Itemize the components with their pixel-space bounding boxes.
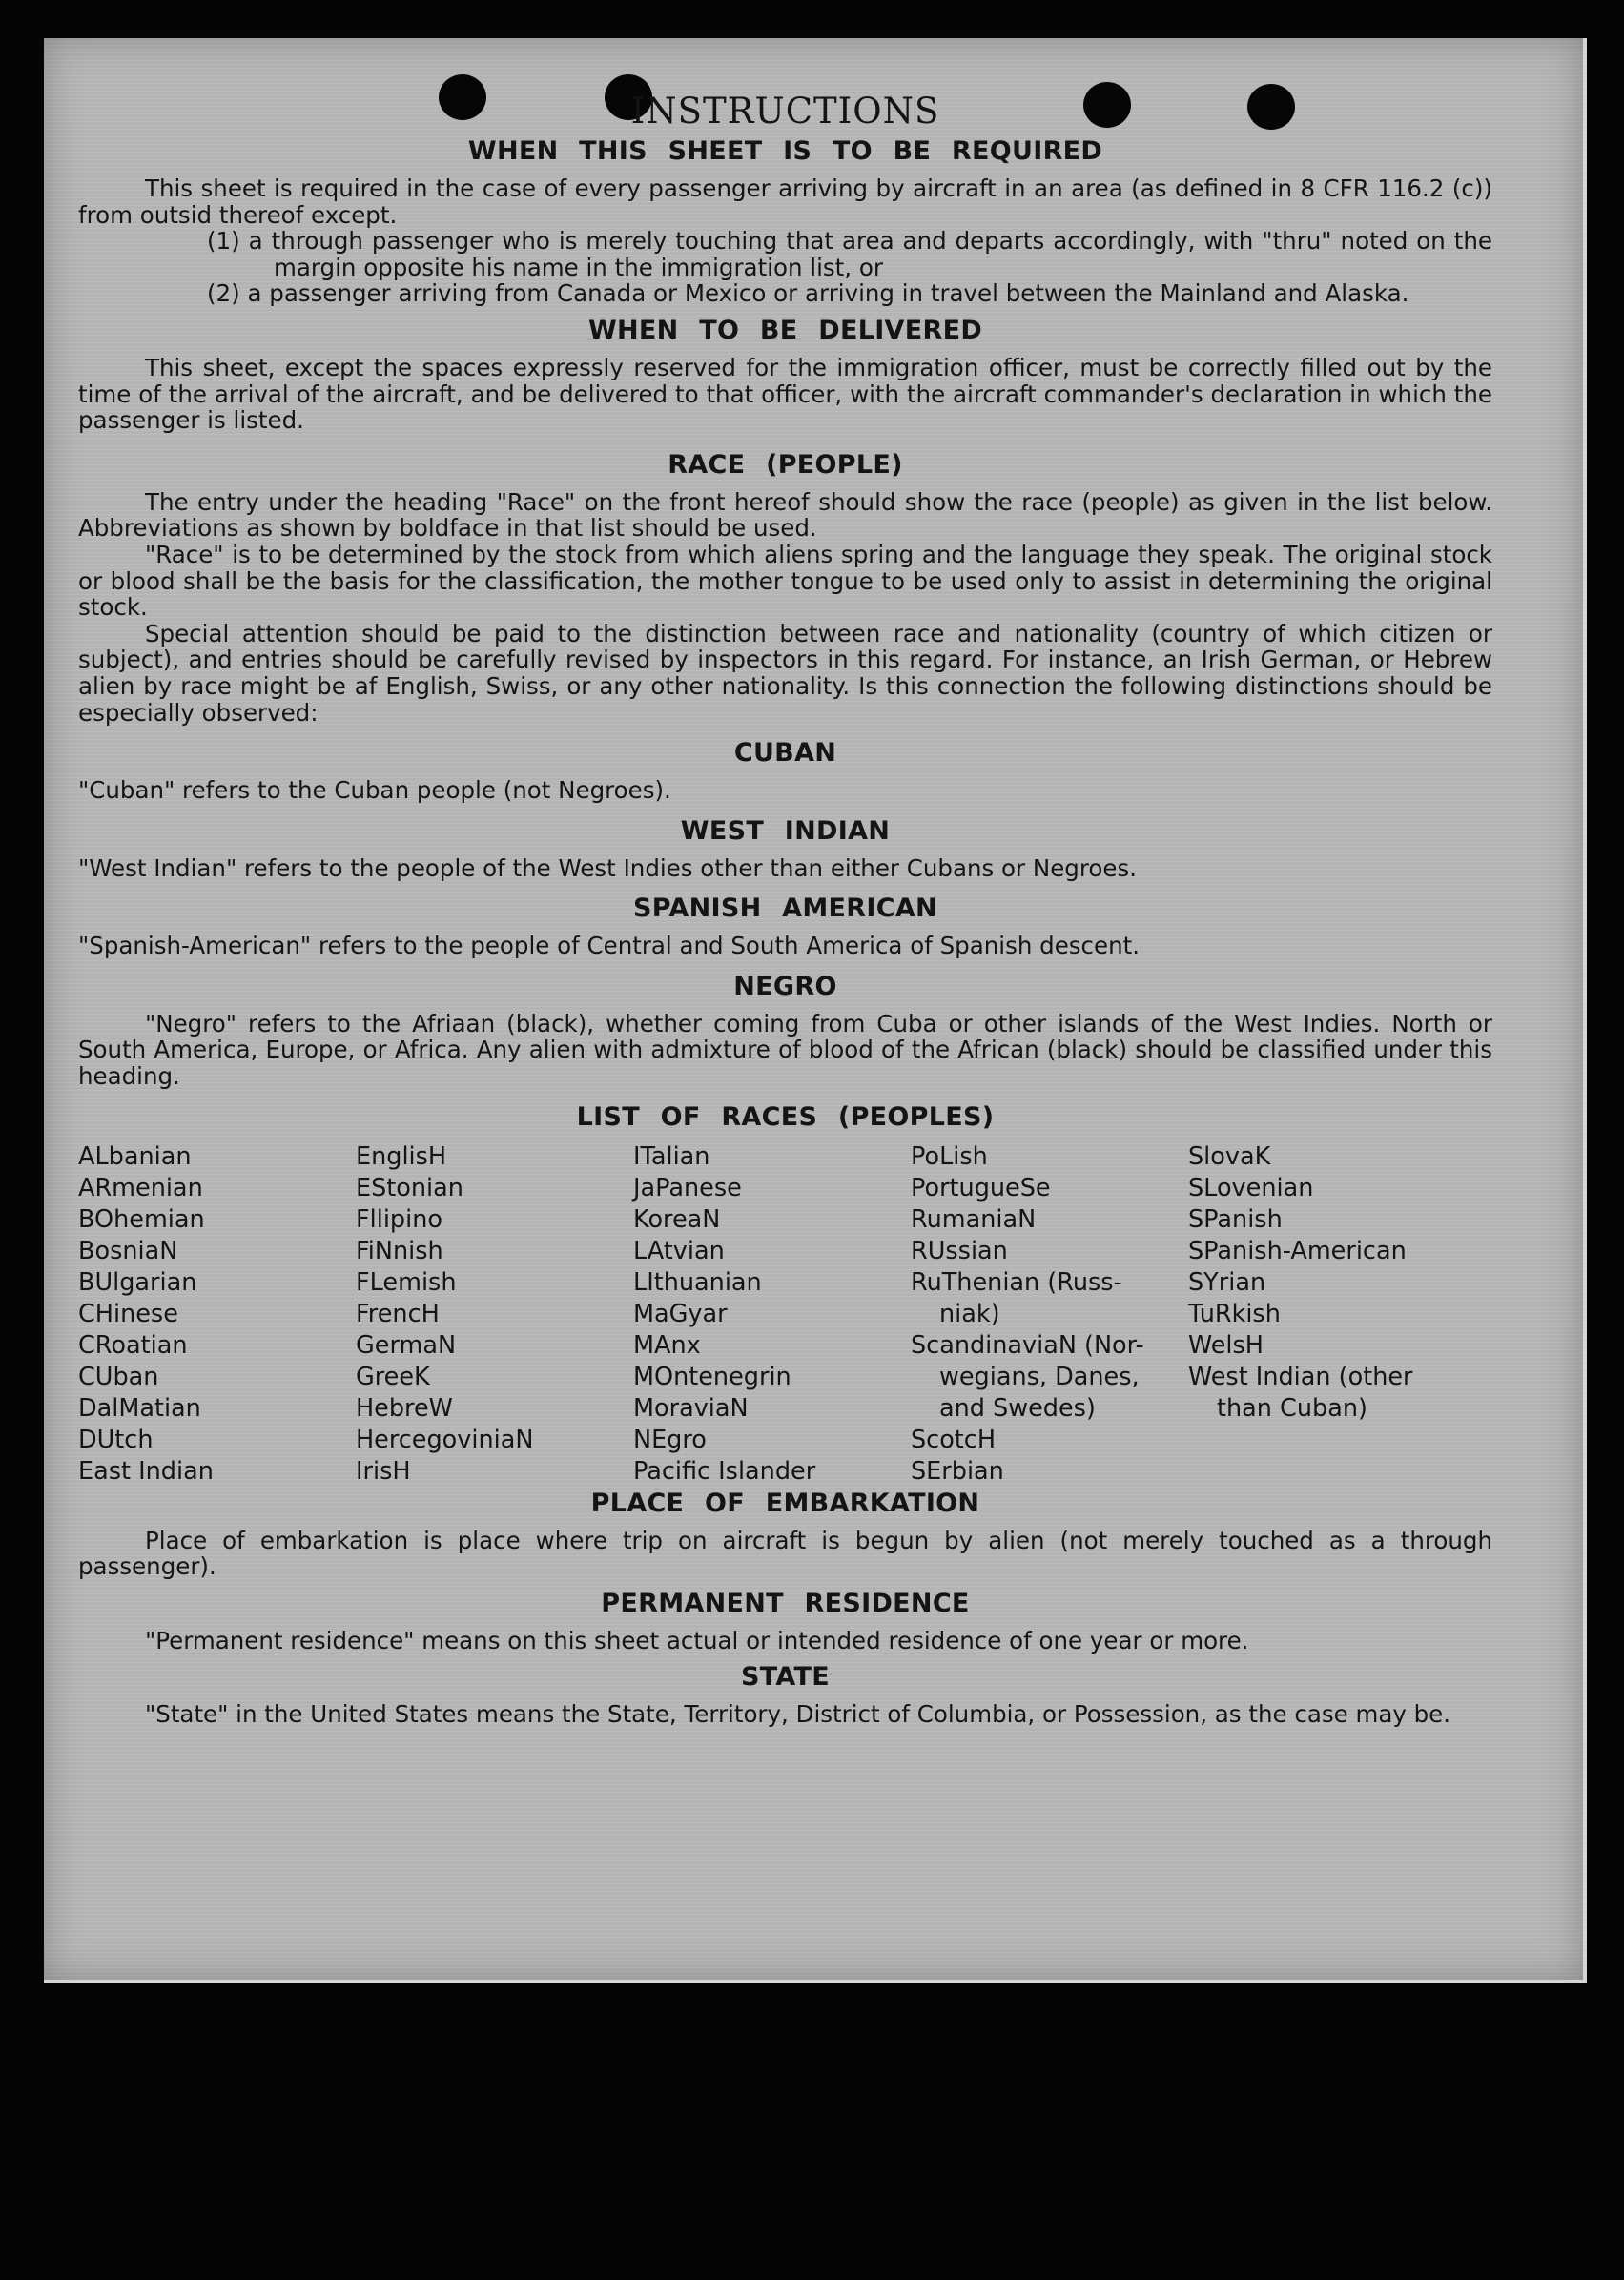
race-entry: RUssian [911, 1236, 1008, 1265]
race-entry: SErbian [911, 1456, 1004, 1486]
west-indian-text: "West Indian" refers to the people of the West Indies other than either Cubans or Negroes. [78, 853, 1138, 882]
race-entry: WelsH [1188, 1330, 1264, 1360]
race-entry-continuation: than Cuban) [1217, 1393, 1367, 1423]
race-entry: RuThenian (Russ- [911, 1267, 1122, 1297]
negro-text: "Negro" refers to the Afriaan (black), whether coming from Cuba or other islands of the West Indies. North or South America, Europe, or Africa. Any alien with admixture of blood of the African (black) should be classified under this heading. [78, 1009, 1492, 1091]
required-exception-1: (1) a through passenger who is merely touching that area and departs accordingly, with "thru" noted on the margin opposite his name in the immigration list, or [207, 227, 1492, 281]
required-exception-2: (2) a passenger arriving from Canada or Mexico or arriving in travel between the Mainland and Alaska. [207, 279, 1409, 308]
heading-negro: NEGRO [733, 971, 837, 1001]
heading-when-delivered: WHEN TO BE DELIVERED [587, 315, 983, 345]
race-entry: PoLish [911, 1141, 988, 1171]
heading-list-of-races: LIST OF RACES (PEOPLES) [576, 1101, 995, 1132]
race-entry: ITalian [633, 1141, 710, 1171]
race-entry: MoraviaN [633, 1393, 749, 1423]
race-entry: DalMatian [78, 1393, 201, 1423]
document-title: INSTRUCTIONS [630, 91, 940, 132]
heading-when-required: WHEN THIS SHEET IS TO BE REQUIRED [467, 136, 1103, 166]
race-paragraph-3: Special attention should be paid to the distinction between race and nationality (country of which citizen or subject), and entries should be carefully revised by inspectors in this regard. For instance, an Irish German, or Hebrew alien by race might be af English, Swiss, or any other nationality. Is this connection the following distinctions should be especially observed: [78, 619, 1492, 727]
embarkation-text: Place of embarkation is place where trip on aircraft is begun by alien (not merely touched as a through passenger). [78, 1526, 1492, 1581]
heading-race: RACE (PEOPLE) [668, 449, 903, 480]
race-entry: SPanish-American [1188, 1236, 1407, 1265]
race-entry: KoreaN [633, 1204, 721, 1234]
race-entry: MOntenegrin [633, 1362, 791, 1391]
race-entry: BUlgarian [78, 1267, 197, 1297]
race-entry: FrencH [356, 1299, 440, 1328]
race-entry: HercegoviniaN [356, 1425, 534, 1454]
race-entry: NEgro [633, 1425, 707, 1454]
race-column-3 [633, 1141, 911, 1488]
instructions-content [78, 90, 1492, 1728]
delivered-text: This sheet, except the spaces expressly reserved for the immigration officer, must be correctly filled out by the time of the arrival of the aircraft, and be delivered to that officer, with the aircraft commander's declaration in which the passenger is listed. [78, 353, 1492, 435]
race-column-2 [356, 1141, 633, 1488]
race-entry: GermaN [356, 1330, 457, 1360]
race-entry: JaPanese [633, 1173, 742, 1202]
race-entry: ARmenian [78, 1173, 203, 1202]
race-entry: EStonian [356, 1173, 463, 1202]
race-entry: FLemish [356, 1267, 457, 1297]
race-entry: TuRkish [1188, 1299, 1281, 1328]
race-entry: SlovaK [1188, 1141, 1271, 1171]
race-entry: RumaniaN [911, 1204, 1037, 1234]
race-entry: CRoatian [78, 1330, 188, 1360]
race-entry: LIthuanian [633, 1267, 762, 1297]
race-entry: West Indian (other [1188, 1362, 1413, 1391]
race-entry: ScandinaviaN (Nor- [911, 1330, 1144, 1360]
race-paragraph-2: "Race" is to be determined by the stock from which aliens spring and the language they speak. The original stock or blood shall be the basis for the classification, the mother tongue to be used only to assist in determining the original stock. [78, 540, 1492, 622]
race-entry: Fllipino [356, 1204, 442, 1234]
race-list [78, 1141, 1492, 1488]
heading-place-of-embarkation: PLACE OF EMBARKATION [590, 1488, 980, 1518]
heading-spanish-american: SPANISH AMERICAN [633, 894, 937, 924]
required-intro: This sheet is required in the case of every passenger arriving by aircraft in an area (as defined in 8 CFR 116.2 (c)) from outsid thereof except. [78, 175, 1492, 229]
race-entry: SPanish [1188, 1204, 1283, 1234]
race-entry: EnglisH [356, 1141, 447, 1171]
race-entry: GreeK [356, 1362, 430, 1391]
heading-permanent-residence: PERMANENT RESIDENCE [601, 1588, 970, 1618]
race-entry-continuation: niak) [939, 1299, 1000, 1328]
race-entry: MAnx [633, 1330, 701, 1360]
race-entry: HebreW [356, 1393, 453, 1423]
race-entry: CHinese [78, 1299, 178, 1328]
race-entry: DUtch [78, 1425, 154, 1454]
cuban-text: "Cuban" refers to the Cuban people (not Negroes). [78, 776, 671, 805]
state-text: "State" in the United States means the State, Territory, District of Columbia, or Possession, as the case may be. [145, 1700, 1451, 1729]
race-entry-continuation: wegians, Danes, [939, 1362, 1140, 1391]
race-entry: PortugueSe [911, 1173, 1051, 1202]
race-entry: MaGyar [633, 1299, 728, 1328]
race-entry: ScotcH [911, 1425, 997, 1454]
residence-text: "Permanent residence" means on this sheet actual or intended residence of one year or more. [145, 1626, 1249, 1654]
race-entry: BosniaN [78, 1236, 178, 1265]
race-entry: BOhemian [78, 1204, 205, 1234]
race-entry: Pacific Islander [633, 1456, 816, 1486]
race-entry: SLovenian [1188, 1173, 1314, 1202]
race-entry: CUban [78, 1362, 159, 1391]
heading-west-indian: WEST INDIAN [680, 815, 891, 846]
race-entry: LAtvian [633, 1236, 725, 1265]
spanish-american-text: "Spanish-American" refers to the people of Central and South America of Spanish descent. [78, 932, 1141, 960]
race-entry-continuation: and Swedes) [939, 1393, 1096, 1423]
heading-cuban: CUBAN [733, 738, 837, 769]
race-column-1 [78, 1141, 356, 1488]
race-entry: East Indian [78, 1456, 214, 1486]
race-entry: FiNnish [356, 1236, 443, 1265]
race-entry: ALbanian [78, 1141, 192, 1171]
race-column-4 [911, 1141, 1188, 1488]
race-entry: SYrian [1188, 1267, 1266, 1297]
heading-state: STATE [741, 1662, 830, 1693]
race-paragraph-1: The entry under the heading "Race" on the front hereof should show the race (people) as given in the list below. Abbreviations as shown by boldface in that list should be used. [78, 487, 1492, 543]
race-entry: IrisH [356, 1456, 411, 1486]
race-column-5 [1188, 1141, 1492, 1488]
